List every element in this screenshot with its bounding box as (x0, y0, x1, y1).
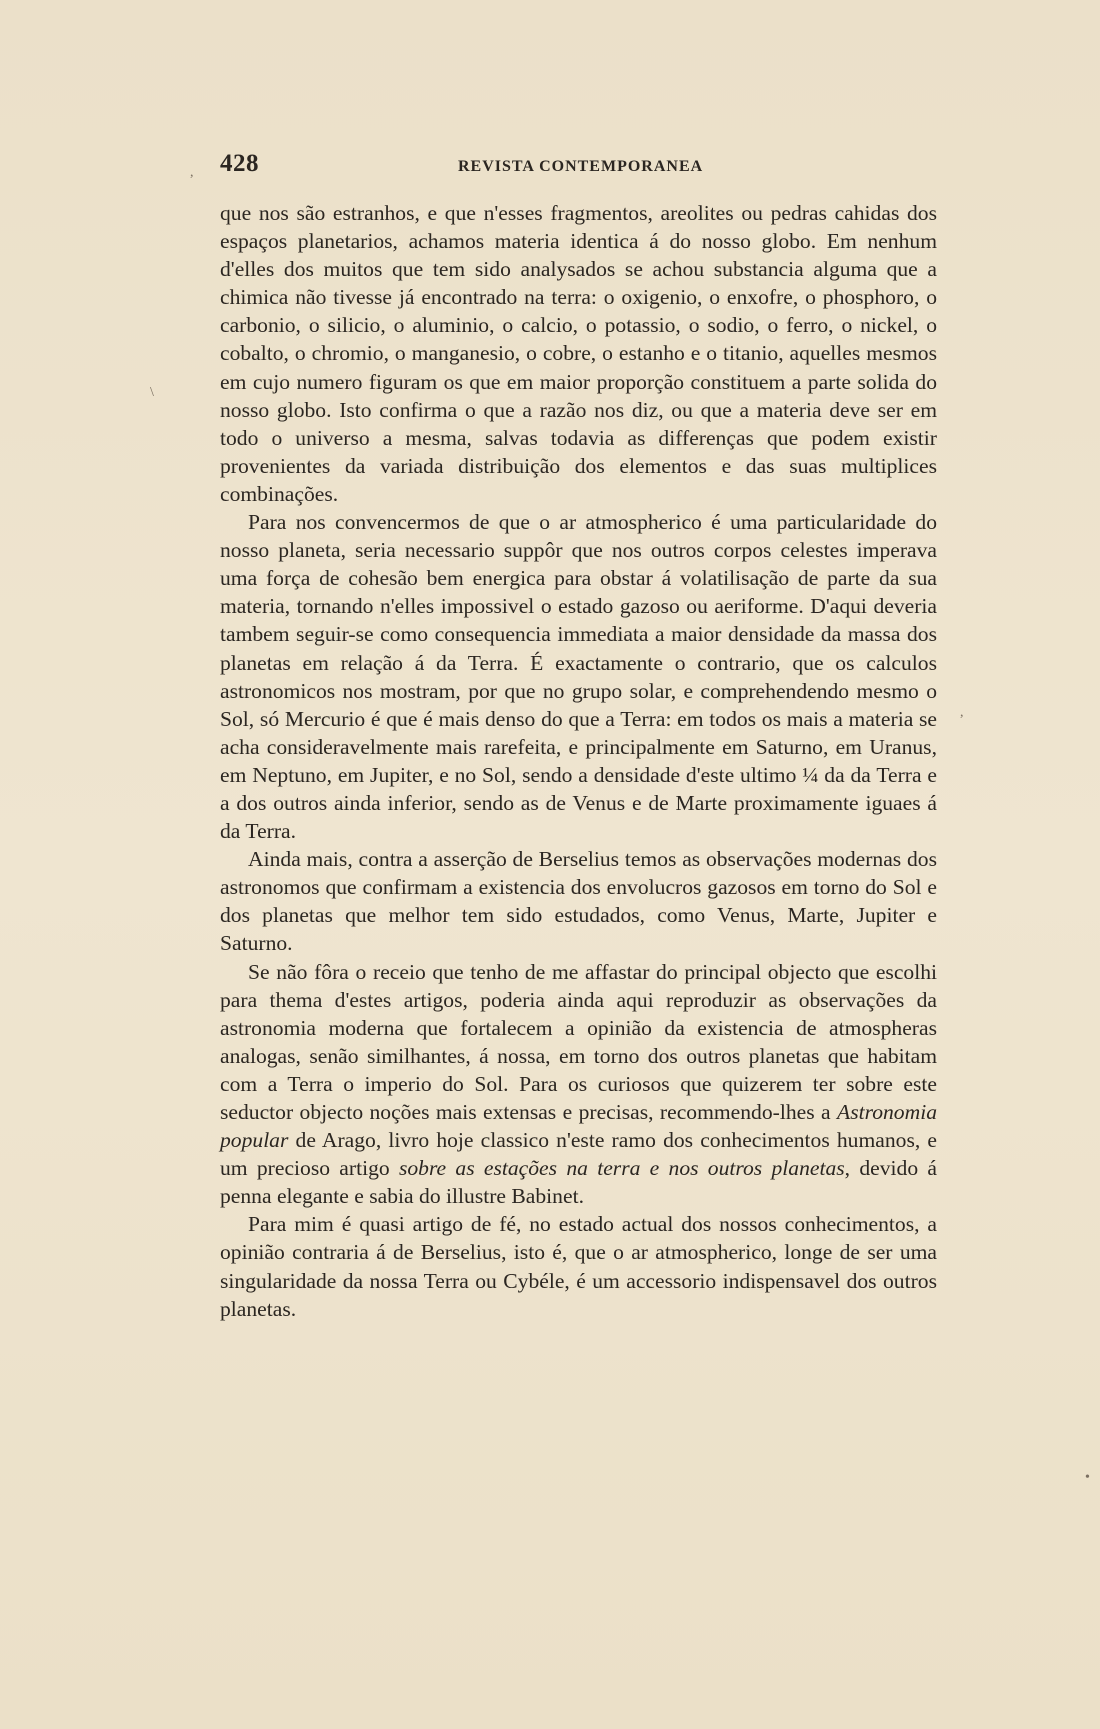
running-title: REVISTA CONTEMPORANEA (458, 158, 704, 175)
article-body (220, 199, 937, 1323)
paragraph-5: Para mim é quasi artigo de fé, no estado actual dos nossos conhecimentos, a opinião contraria á de Berselius, isto é, que o ar atmospherico, longe de ser uma singularidade da nossa Terra ou Cybéle, é um accessorio indispensavel dos outros planetas. (220, 1212, 937, 1321)
paragraph-4-text-a: Se não fôra o receio que tenho de me affastar do principal objecto que escolhi para thema d'estes artigos, poderia ainda aqui reproduzir as observações da astronomia moderna que fortalecem a opinião da existencia de atmospheras analogas, senão similhantes, á nossa, em torno dos outros planetas que habitam com a Terra o imperio do Sol. Para os curiosos que quizerem ter sobre este seductor objecto noções mais extensas e precisas, recommendo-lhes a (220, 959, 937, 1124)
ink-speck: , (960, 705, 964, 720)
paragraph-1: que nos são estranhos, e que n'esses fragmentos, areolites ou pedras cahidas dos espaços planetarios, achamos materia identica á do nosso globo. Em nenhum d'elles dos muitos que tem sido analysados se achou substancia alguma que a chimica não tivesse já encontrado na terra: o oxigenio, o enxofre, o phosphoro, o carbonio, o silicio, o aluminio, o calcio, o potassio, o sodio, o ferro, o nickel, o cobalto, o chromio, o manganesio, o cobre, o estanho e o titanio, aquelles mesmos em cujo numero figuram os que em maior proporção constituem a parte solida do nosso globo. Isto confirma o que a razão nos diz, ou que a materia deve ser em todo o universo a mesma, salvas todavia as differenças que podem existir provenientes da variada distribuição dos elementos e das suas multiplices combinações. (220, 201, 937, 506)
paragraph-3: Ainda mais, contra a asserção de Berselius temos as observações modernas dos astronomos que confirmam a existencia dos envolucros gazosos em torno do Sol e dos planetas que melhor tem sido estudados, como Venus, Marte, Jupiter e Saturno. (220, 847, 937, 956)
book-title-astronomia-popular: Astronomia popular (220, 1100, 937, 1153)
ink-speck: , (190, 165, 194, 180)
page-number: 428 (220, 150, 259, 177)
paragraph-4 (220, 958, 937, 1211)
ink-speck: \ (150, 385, 154, 400)
paragraph-4-text-c: , devido á penna elegante e sabia do illustre Babinet. (220, 1156, 937, 1209)
page-header (220, 150, 937, 184)
paragraph-4-text-b: de Arago, livro hoje classico n'este ramo dos conhecimentos humanos, e um precioso artigo (220, 1128, 937, 1181)
paragraph-2: Para nos convencermos de que o ar atmospherico é uma particularidade do nosso planeta, seria necessario suppôr que nos outros corpos celestes imperava uma força de cohesão bem energica para obstar á volatilisação de parte da sua materia, tornando n'elles impossivel o estado gazoso ou aeriforme. D'aqui deveria tambem seguir-se como consequencia immediata a maior densidade da massa dos planetas em relação á da Terra. É exactamente o contrario, que os calculos astronomicos nos mostram, por que no grupo solar, e comprehendendo mesmo o Sol, só Mercurio é que é mais denso do que a Terra: em todos os mais a materia se acha consideravelmente mais rarefeita, e principalmente em Saturno, em Uranus, em Neptuno, em Jupiter, e no Sol, sendo a densidade d'este ultimo ¼ da da Terra e a dos outros ainda inferior, sendo as de Venus e de Marte proximamente iguaes á da Terra. (220, 510, 937, 844)
ink-speck: • (1085, 1470, 1090, 1485)
article-title-estacoes: sobre as estações na terra e nos outros planetas (398, 1156, 845, 1181)
